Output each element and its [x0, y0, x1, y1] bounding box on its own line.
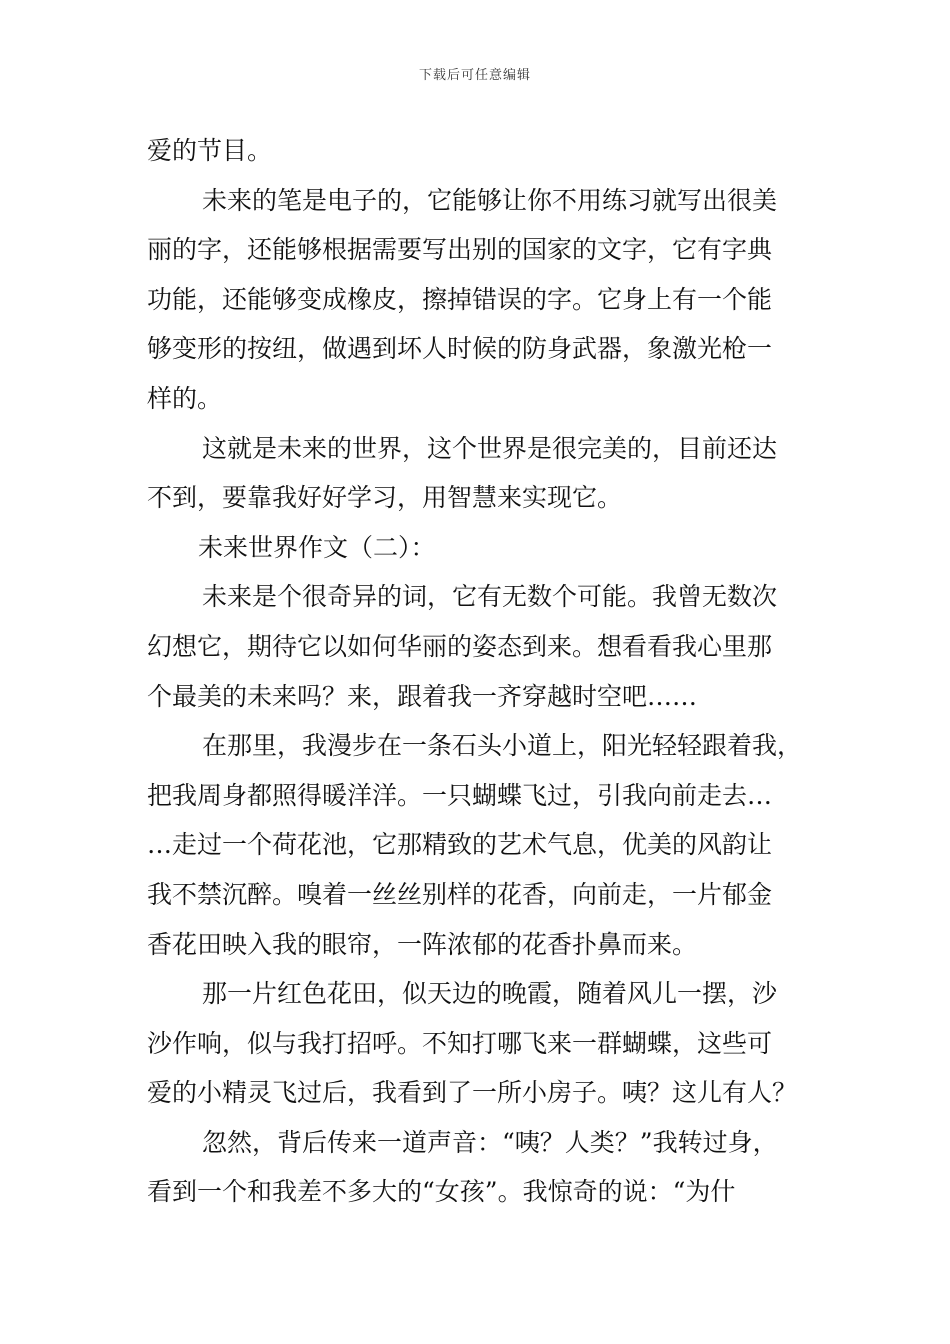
text-line: 爱的节目。 — [147, 136, 273, 165]
text-line: 那一片红色花田，似天边的晚霞，随着风儿一摆，沙 — [202, 979, 778, 1009]
text-line: 沙作响，似与我打招呼。不知打哪飞来一群蝴蝶，这些可 — [147, 1028, 773, 1058]
text-line: 在那里，我漫步在一条石头小道上，阳光轻轻跟着我， — [202, 731, 803, 761]
text-line: 够变形的按纽，做遇到坏人时候的防身武器，象激光枪一 — [147, 334, 773, 364]
text-line: 爱的小精灵飞过后，我看到了一所小房子。咦？这儿有人？ — [147, 1078, 798, 1108]
text-line: 把我周身都照得暖洋洋。一只蝴蝶飞过，引我向前走去… — [147, 780, 773, 810]
text-line: 丽的字，还能够根据需要写出别的国家的文字，它有字典 — [147, 235, 773, 265]
text-line: 样的。 — [147, 383, 223, 413]
text-line: 我不禁沉醉。嗅着一丝丝别样的花香，向前走，一片郁金 — [147, 879, 773, 909]
text-line: 功能，还能够变成橡皮，擦掉错误的字。它身上有一个能 — [147, 284, 773, 314]
text-line: 看到一个和我差不多大的“女孩”。我惊奇的说：“为什 — [147, 1177, 736, 1207]
text-line: 未来的笔是电子的，它能够让你不用练习就写出很美 — [202, 185, 778, 215]
text-line: 这就是未来的世界，这个世界是很完美的，目前还达 — [202, 433, 778, 463]
text-line: 个最美的未来吗？来，跟着我一齐穿越时空吧…… — [147, 681, 698, 711]
text-line: 忽然，背后传来一道声音：“咦？人类？”我转过身， — [202, 1127, 778, 1157]
text-line: …走过一个荷花池，它那精致的艺术气息，优美的风韵让 — [147, 830, 773, 860]
text-line: 香花田映入我的眼帘，一阵浓郁的花香扑鼻而来。 — [147, 929, 698, 959]
text-line: 未来是个很奇异的词，它有无数个可能。我曾无数次 — [202, 582, 778, 612]
text-line: 不到，要靠我好好学习，用智慧来实现它。 — [147, 483, 623, 513]
section-heading: 未来世界作文（二）： — [198, 532, 436, 562]
text-line: 幻想它，期待它以如何华丽的姿态到来。想看看我心里那 — [147, 631, 773, 661]
page-header-note: 下载后可任意编辑 — [418, 68, 531, 83]
document-body — [147, 126, 827, 1217]
